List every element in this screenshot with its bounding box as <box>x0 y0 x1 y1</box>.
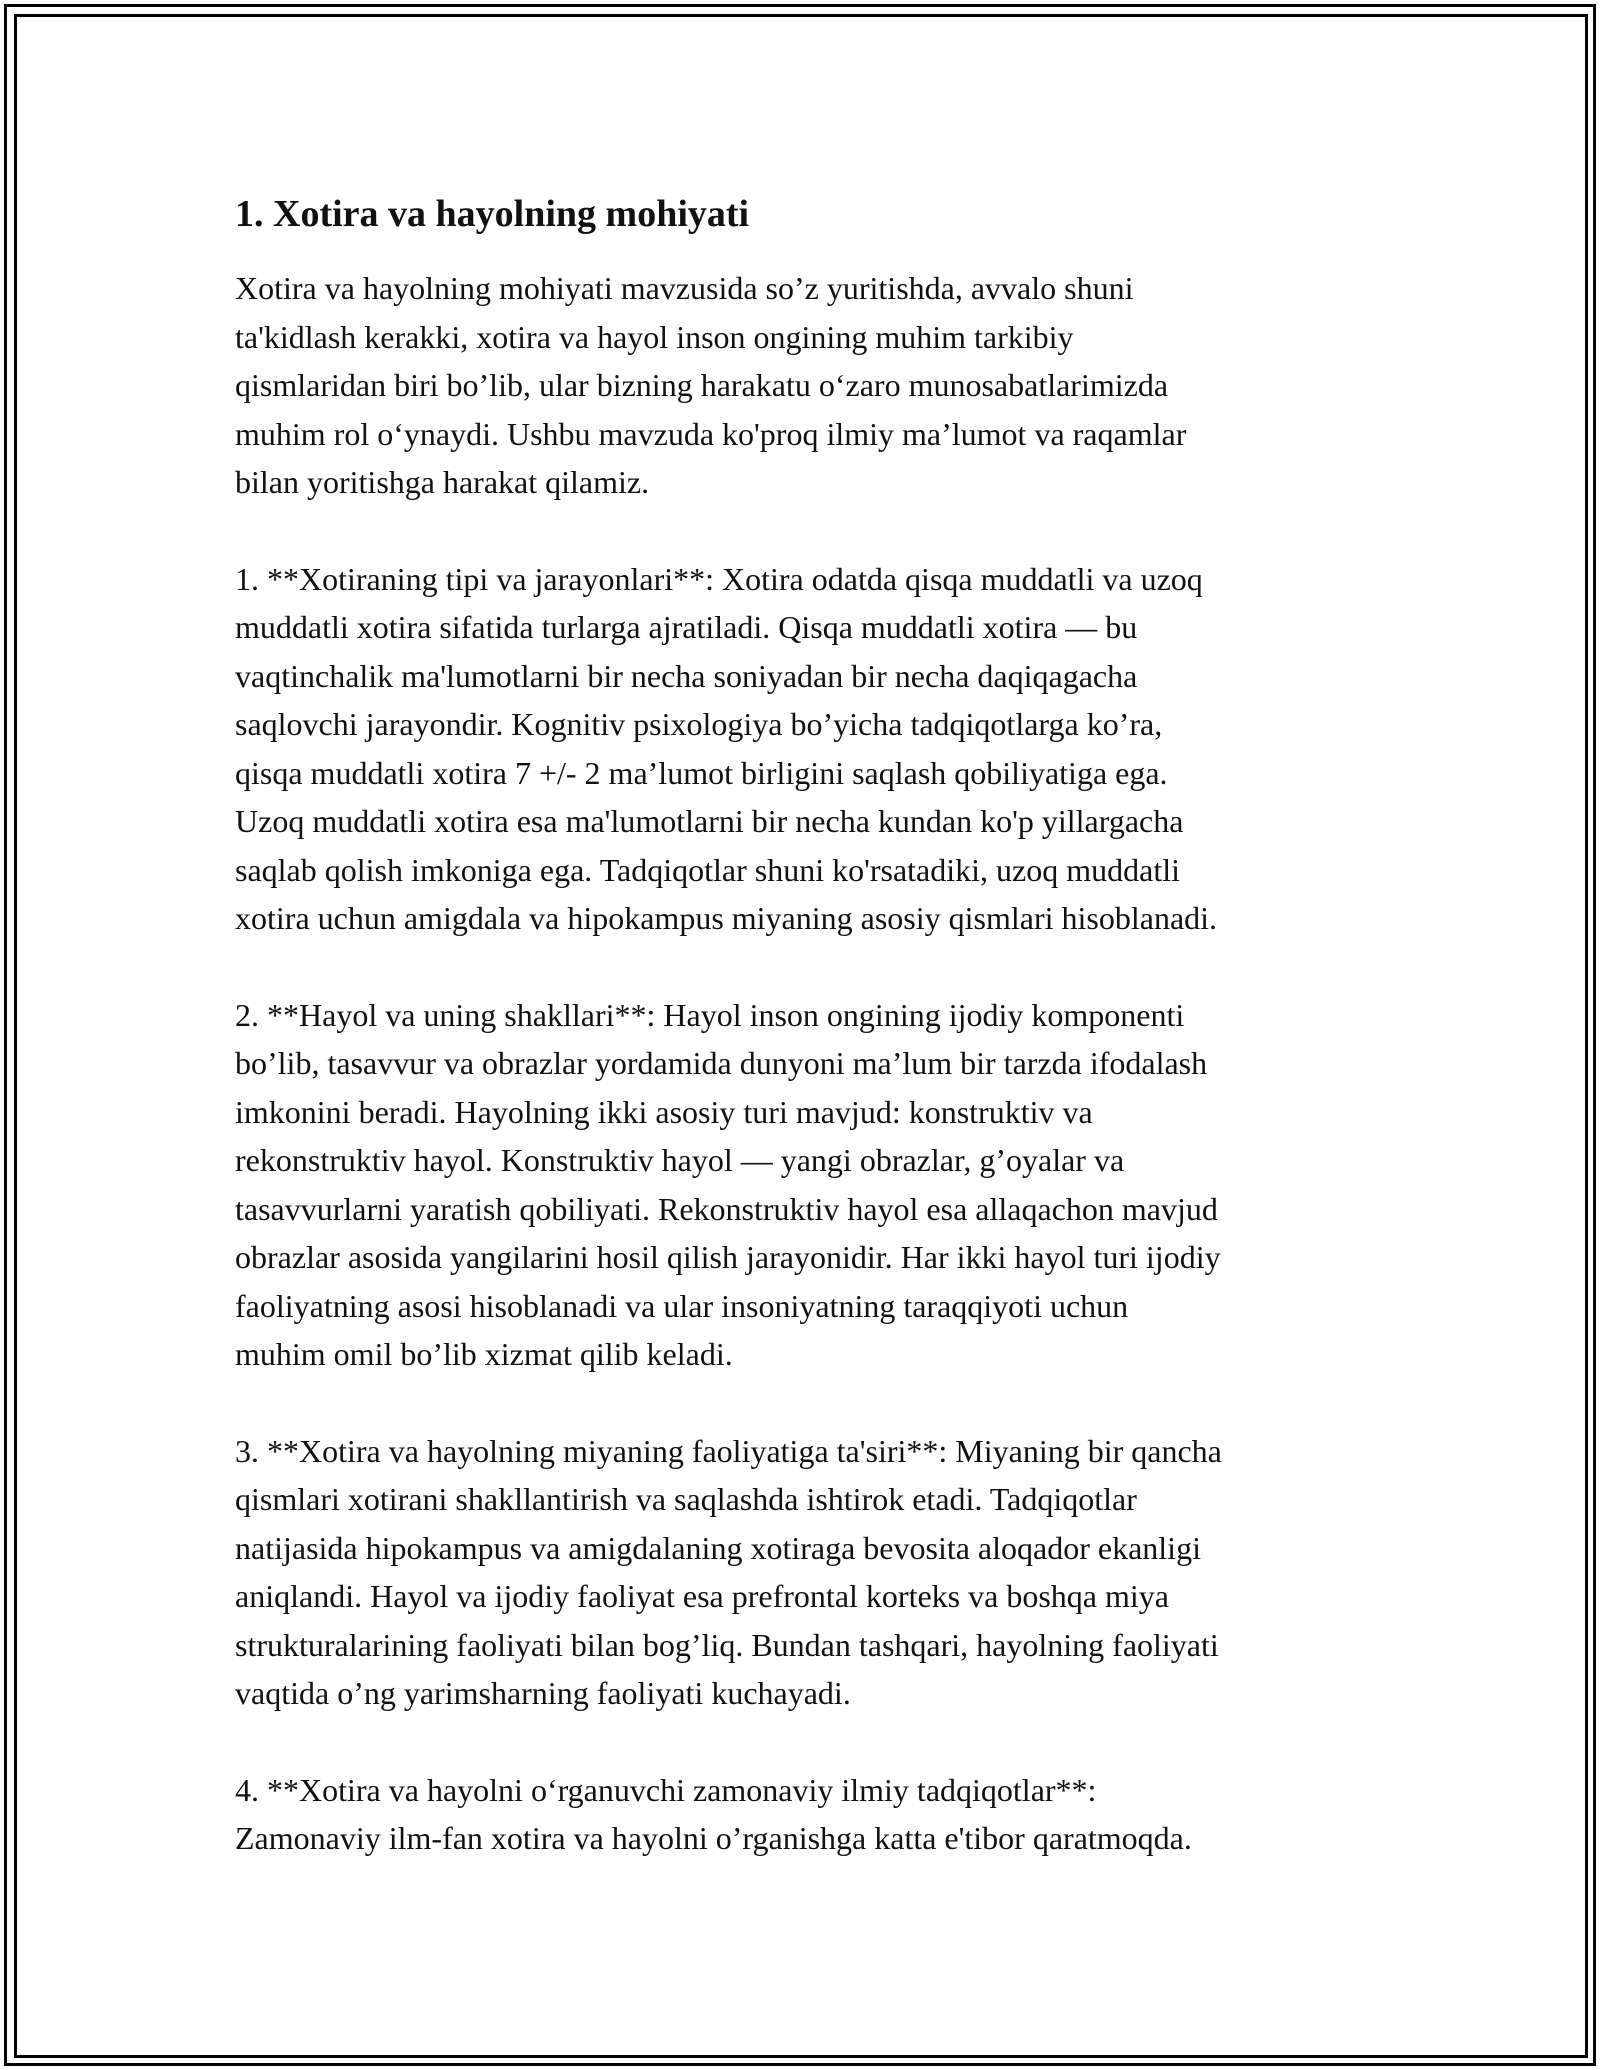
paragraph-modern-research: 4. **Xotira va hayolni o‘rganuvchi zamonaviy ilmiy tadqiqotlar**: Zamonaviy ilm-fan xotira va hayolni o’rganishga katta e'tibor qaratmoqda. <box>235 1771 1192 1856</box>
intro-paragraph: Xotira va hayolning mohiyati mavzusida so’z yuritishda, avvalo shuni ta'kidlash kerakki, xotira va hayol inson ongining muhim tarkibiy qismlaridan biri bo’lib, ular bizning harakatu o‘zaro munosabatlarimizda muhim rol o‘ynaydi. Ushbu mavzuda ko'proq ilmiy ma’lumot va raqamlar bilan yoritishga harakat qilamiz. <box>235 270 1187 500</box>
paragraph-imagination-forms: 2. **Hayol va uning shakllari**: Hayol inson ongining ijodiy komponenti bo’lib, tasavvur va obrazlar yordamida dunyoni ma’lum bir tarzda ifodalash imkonini beradi. Hayolning ikki asosiy turi mavjud: konstruktiv va rekonstruktiv hayol. Konstruktiv hayol — yangi obrazlar, g’oyalar va tasavvurlarni yaratish qobiliyati. Rekonstruktiv hayol esa allaqachon mavjud obrazlar asosida yangilarini hosil qilish jarayonidir. Har ikki hayol turi ijodiy faoliyatning asosi hisoblanadi va ular insoniyatning taraqqiyoti uchun muhim omil bo’lib xizmat qilib keladi. <box>235 996 1221 1372</box>
paragraph-brain-influence: 3. **Xotira va hayolning miyaning faoliyatiga ta'siri**: Miyaning bir qancha qismlari xotirani shakllantirish va saqlashda ishtirok etadi. Tadqiqotlar natijasida hipokampus va amigdalaning xotiraga bevosita aloqador ekanligi aniqlandi. Hayol va ijodiy faoliyat esa prefrontal korteks va boshqa miya strukturalarining faoliyati bilan bog’liq. Bundan tashqari, hayolning faoliyati vaqtida o’ng yarimsharning faoliyati kuchayadi. <box>235 1432 1222 1711</box>
paragraph-memory-types: 1. **Xotiraning tipi va jarayonlari**: Xotira odatda qisqa muddatli va uzoq muddatli xotira sifatida turlarga ajratiladi. Qisqa muddatli xotira — bu vaqtinchalik ma'lumotlarni bir necha soniyadan bir necha daqiqagacha saqlovchi jarayondir. Kognitiv psixologiya bo’yicha tadqiqotlarga ko’ra, qisqa muddatli xotira 7 +/- 2 ma’lumot birligini saqlash qobiliyatiga ega. Uzoq muddatli xotira esa ma'lumotlarni bir necha kundan ko'p yillargacha saqlab qolish imkoniga ega. Tadqiqotlar shuni ko'rsatadiki, uzoq muddatli xotira uchun amigdala va hipokampus miyaning asosiy qismlari hisoblanadi. <box>235 560 1218 936</box>
section-heading: 1. Xotira va hayolning mohiyati <box>235 193 750 235</box>
document-body <box>235 188 1405 1911</box>
